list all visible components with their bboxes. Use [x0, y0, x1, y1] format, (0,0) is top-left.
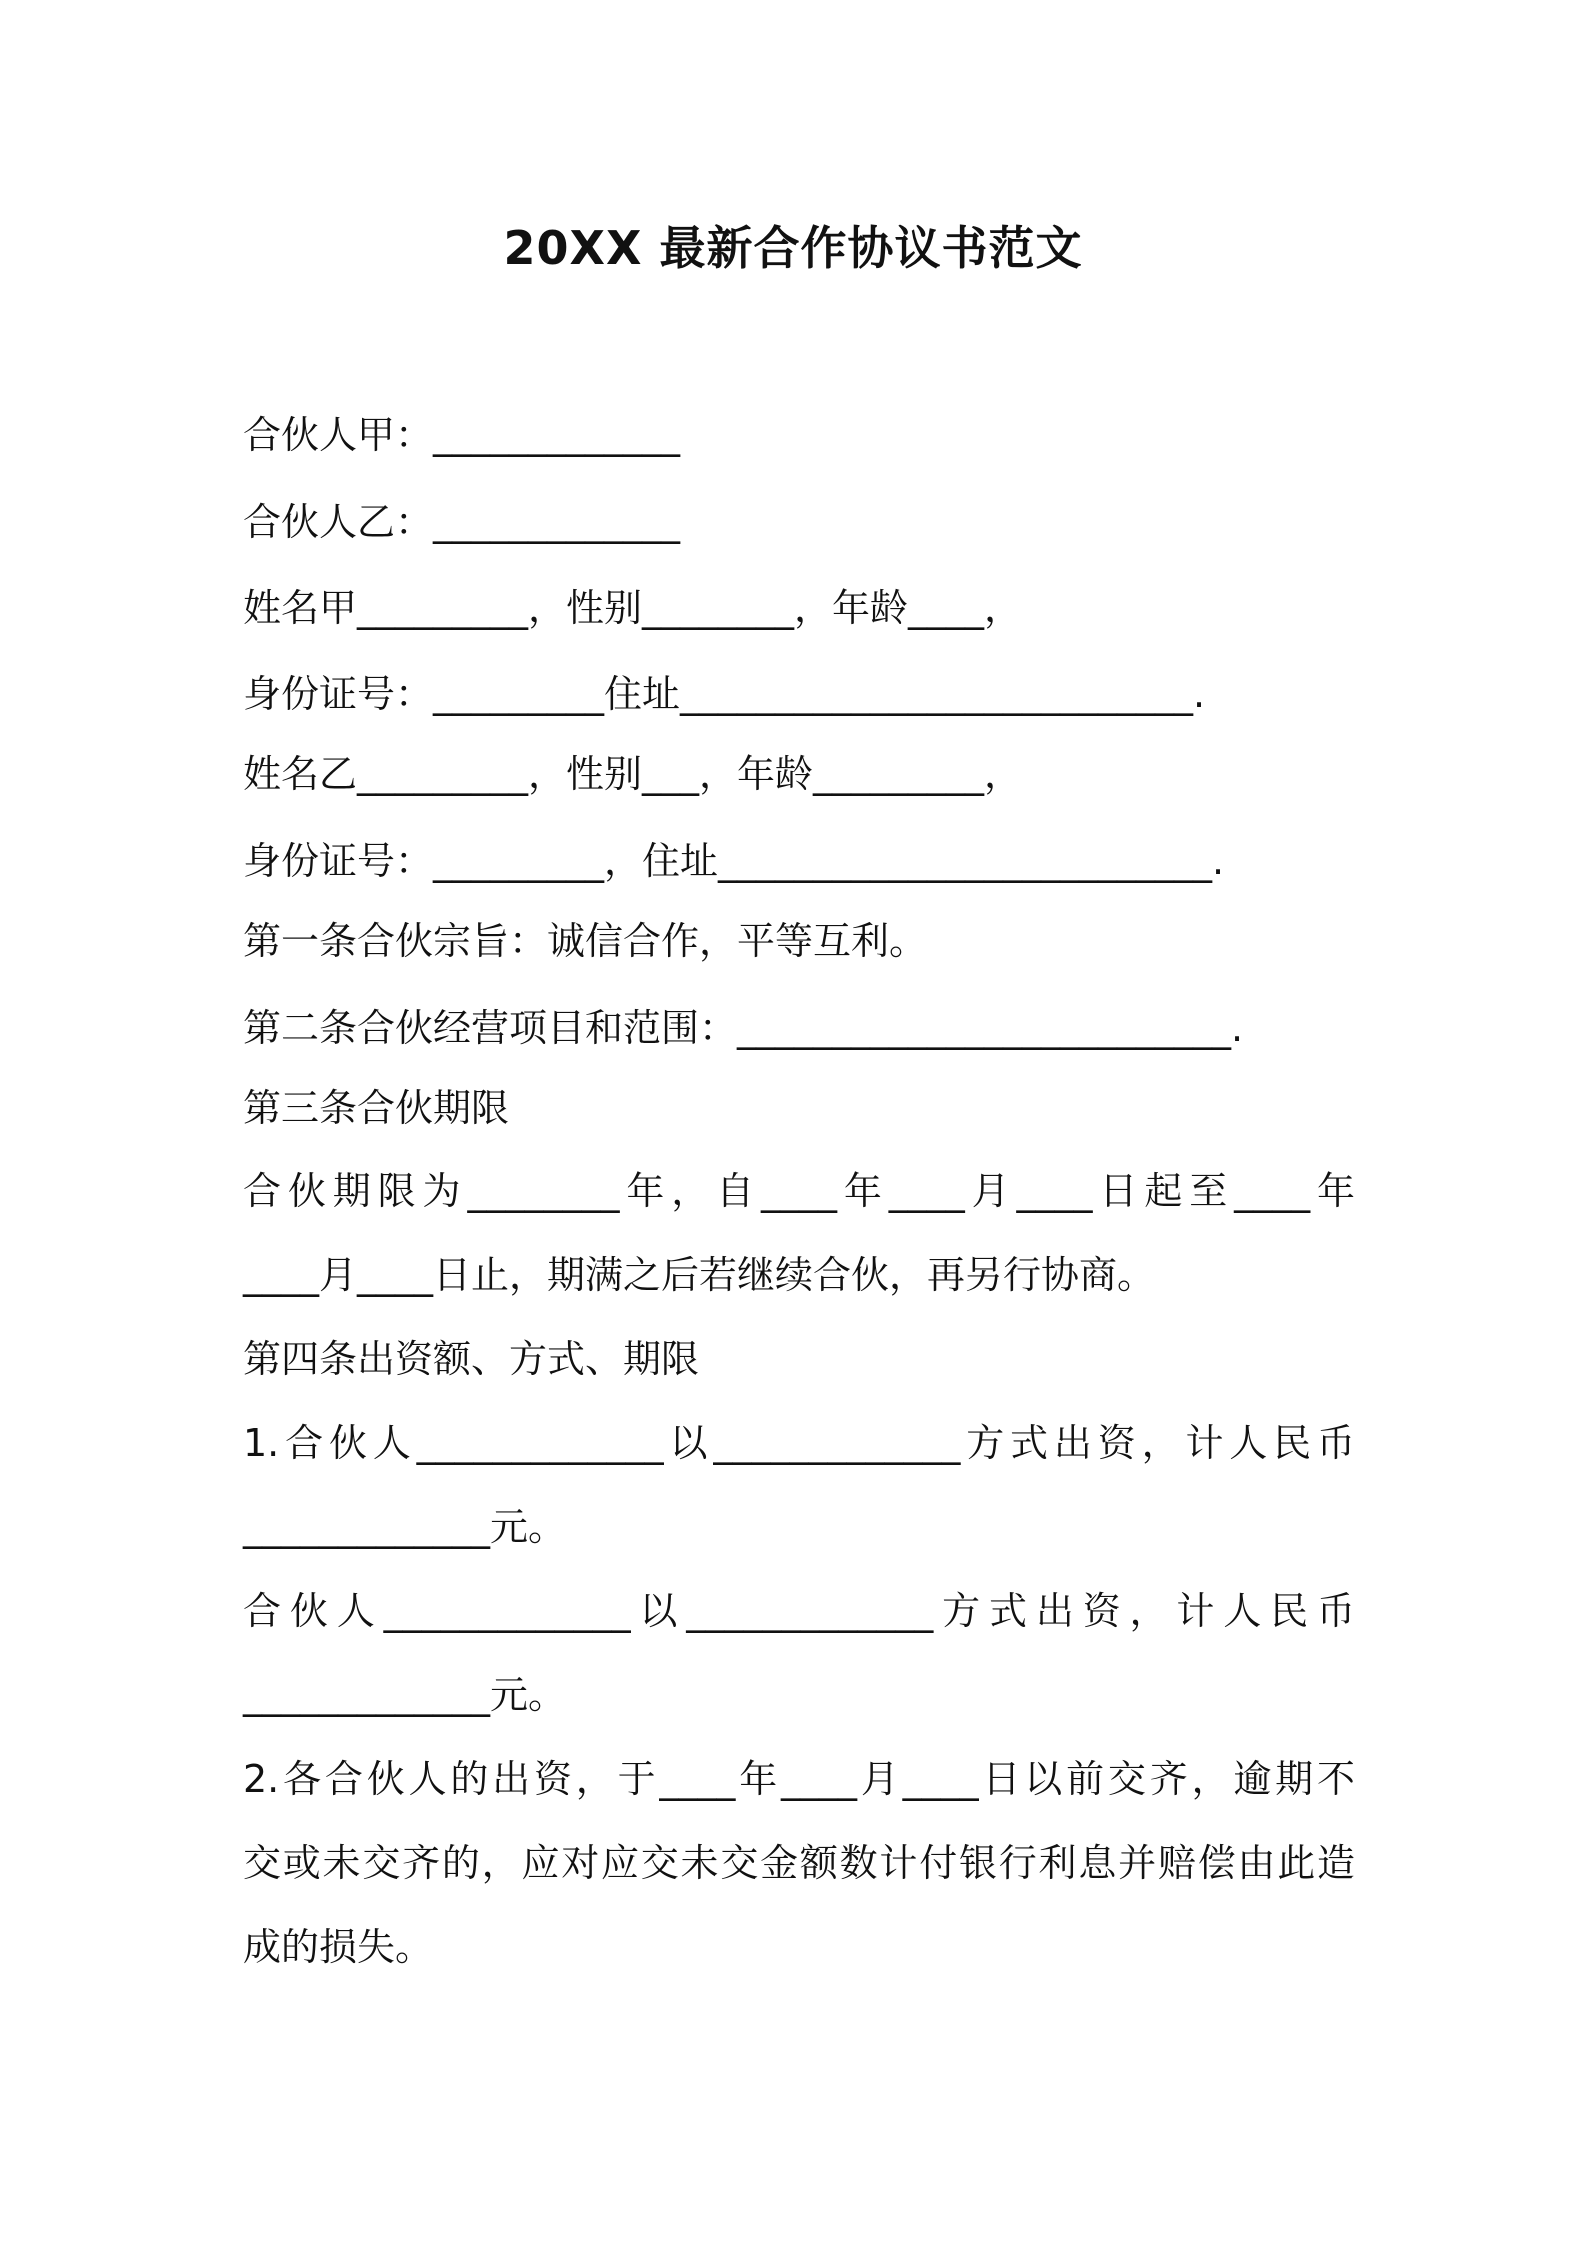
deadline-line-1: 2.各合伙人的出资，于____年____月____日以前交齐，逾期不 — [243, 1757, 1355, 1801]
contribution-2-line-1: 合伙人_____________以_____________方式出资，计人民币 — [243, 1589, 1355, 1633]
deadline-line-2: 交或未交齐的，应对应交未交金额数计付银行利息并赔偿由此造 — [243, 1841, 1355, 1885]
id-b-line: 身份证号：_________，住址__________________________. — [243, 839, 1225, 883]
name-b-line: 姓名乙_________，性别___，年龄_________， — [243, 752, 1023, 796]
article-1-line: 第一条合伙宗旨：诚信合作，平等互利。 — [243, 919, 928, 963]
article-2-line: 第二条合伙经营项目和范围：__________________________. — [243, 1006, 1244, 1050]
article-3-text-line-1: 合伙期限为________年，自____年____月____日起至____年 — [243, 1169, 1355, 1213]
article-3-text-line-2: ____月____日止，期满之后若继续合伙，再另行协商。 — [243, 1253, 1156, 1297]
name-a-line: 姓名甲_________，性别________，年龄____， — [243, 586, 1023, 630]
document-title: 20XX 最新合作协议书范文 — [503, 221, 1083, 275]
partner-a-line: 合伙人甲：_____________ — [243, 413, 681, 457]
contribution-1-line-1: 1.合伙人_____________以_____________方式出资，计人民币 — [243, 1421, 1355, 1465]
id-a-line: 身份证号：_________住址___________________________. — [243, 672, 1206, 716]
article-3-heading: 第三条合伙期限 — [243, 1086, 510, 1130]
deadline-line-3: 成的损失。 — [243, 1925, 434, 1969]
article-4-heading: 第四条出资额、方式、期限 — [243, 1337, 700, 1381]
contribution-1-line-2: _____________元。 — [243, 1505, 567, 1549]
contribution-2-line-2: _____________元。 — [243, 1673, 567, 1717]
partner-b-line: 合伙人乙：_____________ — [243, 500, 681, 544]
